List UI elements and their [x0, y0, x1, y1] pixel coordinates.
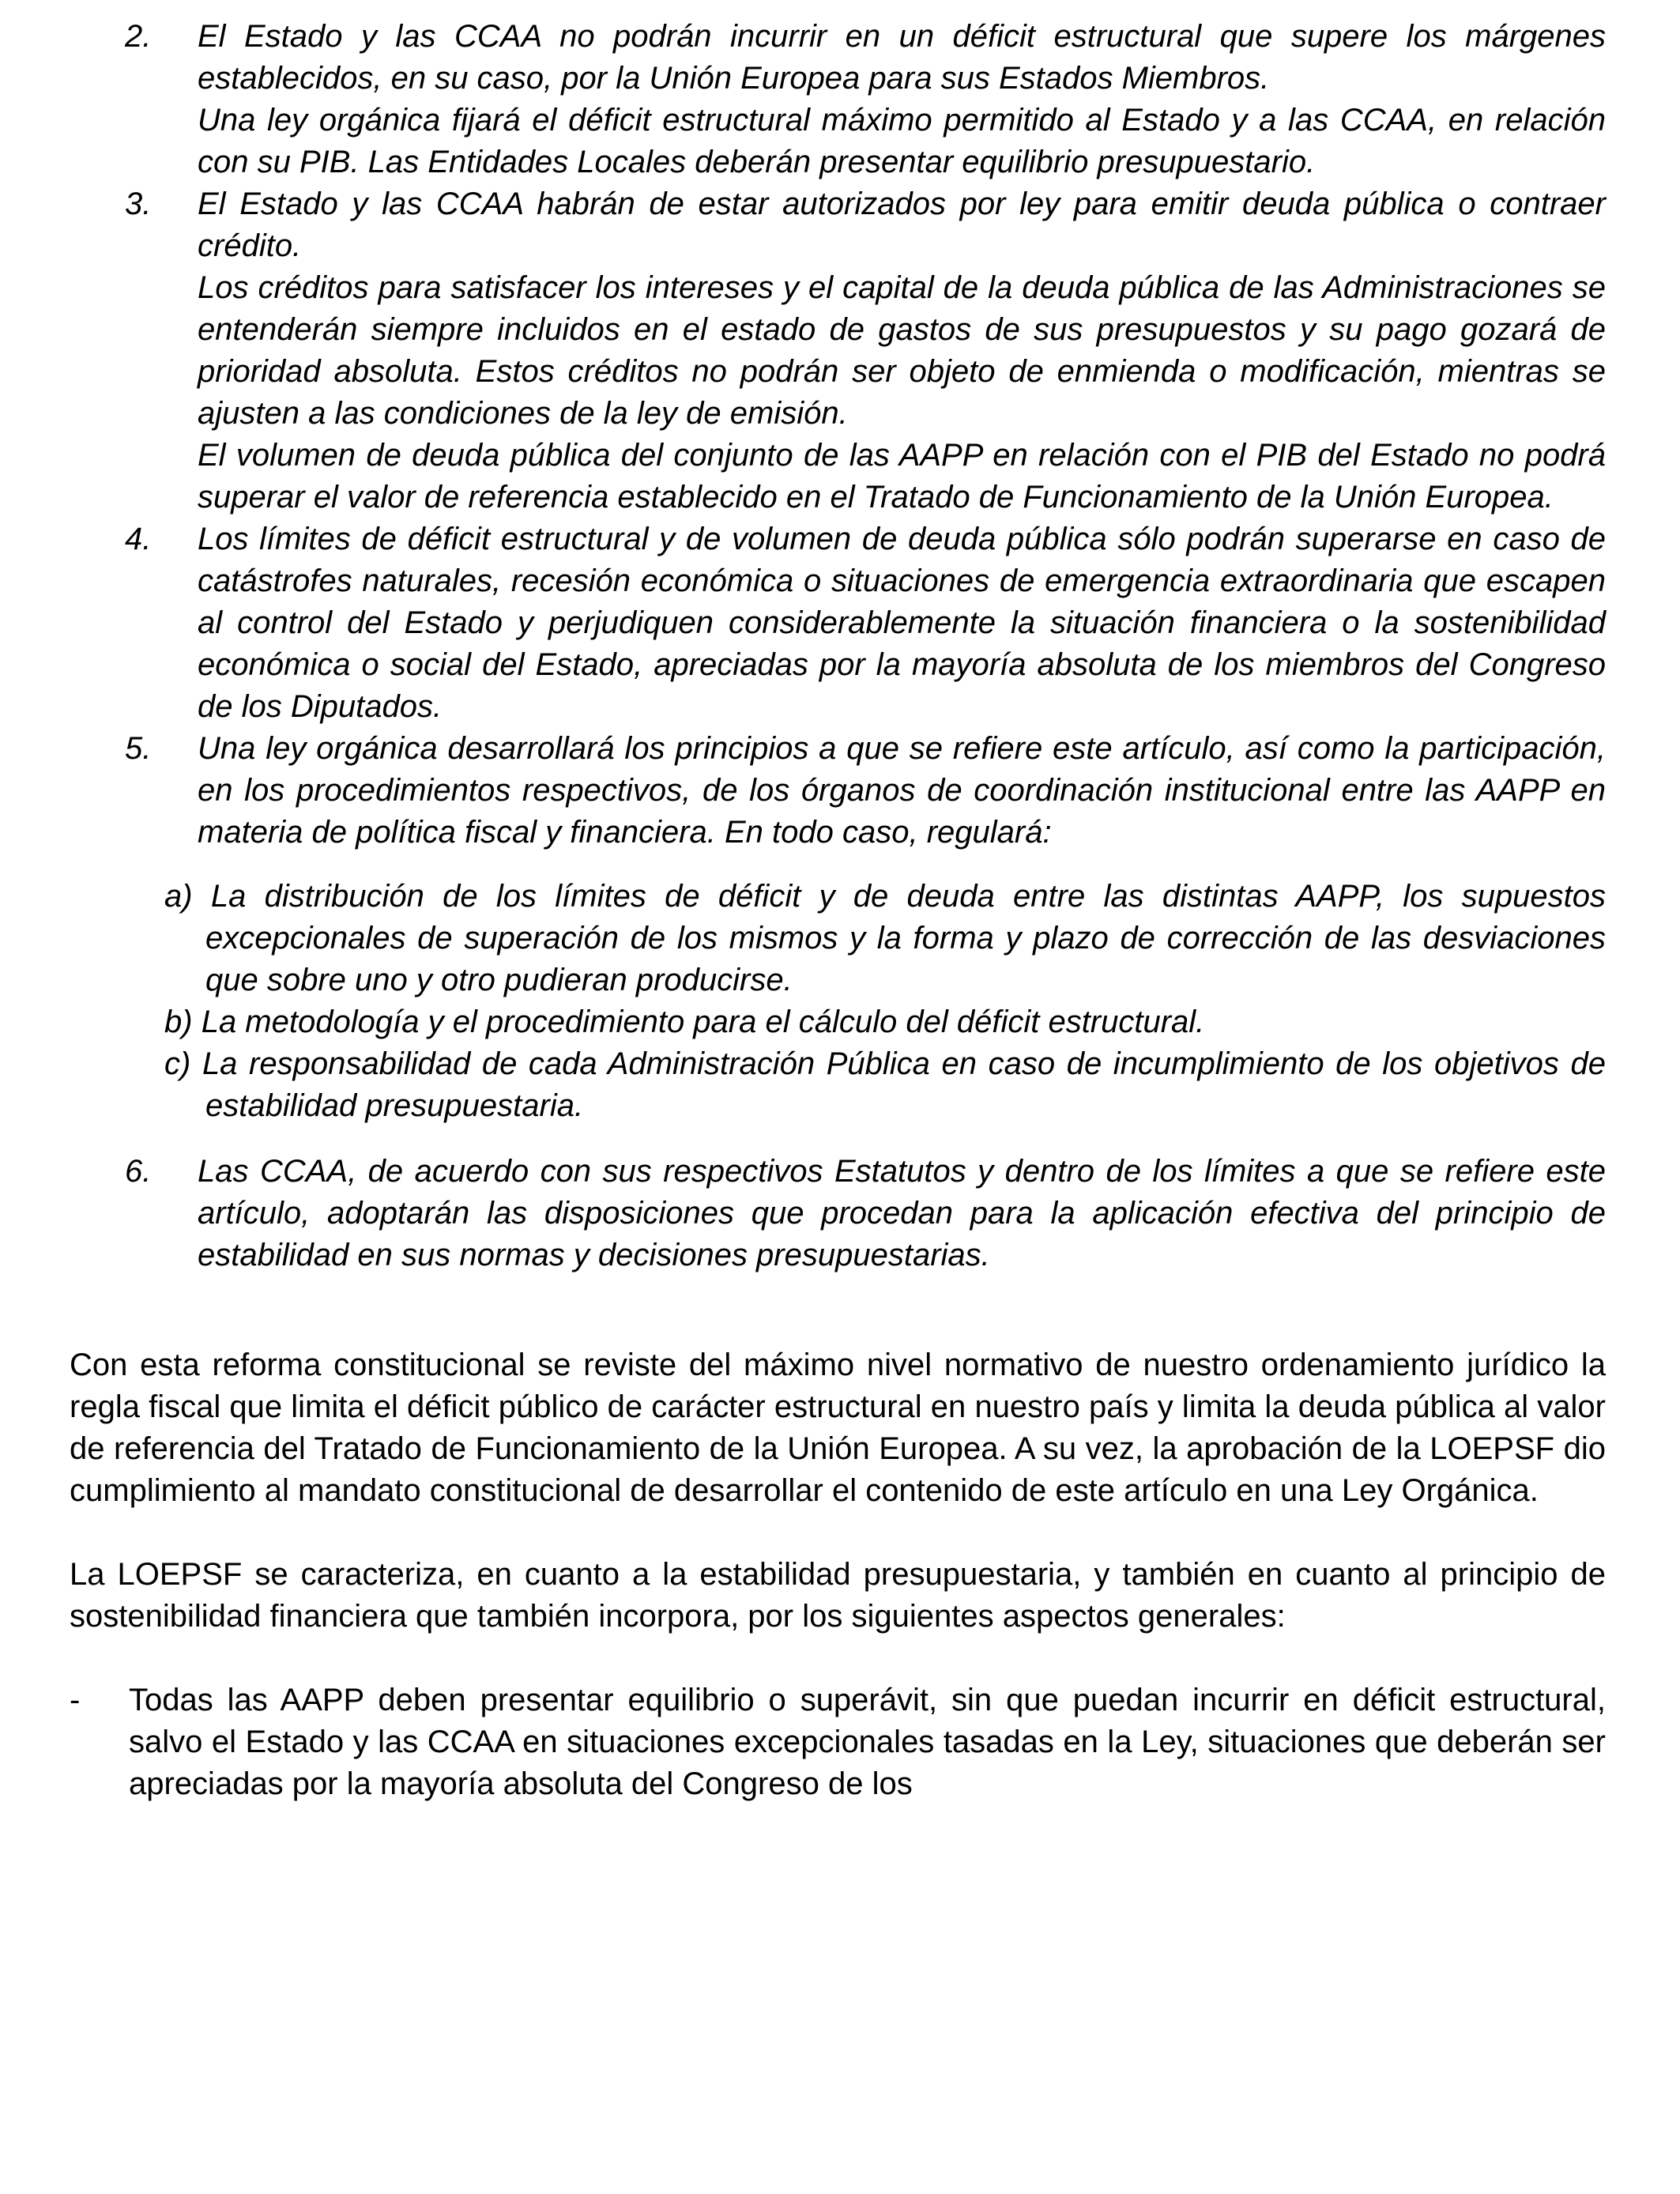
bullet-text: Todas las AAPP deben presentar equilibrio o superávit, sin que puedan incurrir en déficit estructural, salvo el Estado y las CCAA en situaciones excepcionales tasadas en la Ley, situaciones que deberán ser apreciadas por la mayoría absoluta del Congreso de los	[129, 1683, 1606, 1801]
body-paragraph-reform: Con esta reforma constitucional se reviste del máximo nivel normativo de nuestro ordenamiento jurídico la regla fiscal que limita el déficit público de carácter estructural en nuestro país y limita la deuda pública al valor de referencia del Tratado de Funcionamiento de la Unión Europea. A su vez, la aprobación de la LOEPSF dio cumplimiento al mandato constitucional de desarrollar el contenido de este artículo en una Ley Orgánica.	[70, 1348, 1606, 1508]
numbered-item-5	[125, 728, 1606, 854]
item-paragraph: Las CCAA, de acuerdo con sus respectivos Estatutos y dentro de los límites a que se refiere este artículo, adoptarán las disposiciones que procedan para la aplicación efectiva del principio de estabilidad en sus normas y decisiones presupuestarias.	[198, 1154, 1606, 1272]
lettered-item-c	[164, 1043, 1606, 1127]
item-paragraph: Los límites de déficit estructural y de volumen de deuda pública sólo podrán superarse en caso de catástrofes naturales, recesión económica o situaciones de emergencia extraordinaria que escapen al control del Estado y perjudiquen considerablemente la situación financiera o la sostenibilidad económica o social del Estado, apreciadas por la mayoría absoluta de los miembros del Congreso de los Diputados.	[198, 522, 1606, 724]
lettered-item-b	[164, 1001, 1606, 1043]
bullet-item	[70, 1679, 1606, 1805]
item-number: 6.	[125, 1154, 152, 1189]
item-text: La responsabilidad de cada Administración Pública en caso de incumplimiento de los objetivos de estabilidad presupuestaria.	[202, 1046, 1606, 1123]
item-number: 5.	[125, 731, 152, 766]
numbered-item-6	[125, 1151, 1606, 1276]
item-paragraph: Una ley orgánica desarrollará los principios a que se refiere este artículo, así como la participación, en los procedimientos respectivos, de los órganos de coordinación institucional entre las AAPP en materia de política fiscal y financiera. En todo caso, regulará:	[198, 731, 1606, 850]
lettered-item-a	[164, 876, 1606, 1001]
item-number: 4.	[125, 522, 152, 556]
item-number: 2.	[125, 19, 152, 54]
item-paragraph: Una ley orgánica fijará el déficit estructural máximo permitido al Estado y a las CCAA, en relación con su PIB. Las Entidades Locales deberán presentar equilibrio presupuestario.	[198, 103, 1606, 179]
item-number: 3.	[125, 187, 152, 221]
numbered-item-3	[125, 183, 1606, 518]
item-paragraph: El Estado y las CCAA habrán de estar autorizados por ley para emitir deuda pública o contraer crédito.	[198, 187, 1606, 263]
body-paragraph-loepsf: La LOEPSF se caracteriza, en cuanto a la estabilidad presupuestaria, y también en cuanto al principio de sostenibilidad financiera que también incorpora, por los siguientes aspectos generales:	[70, 1557, 1606, 1634]
bullet-dash: -	[70, 1683, 81, 1717]
document-body	[70, 16, 1606, 1805]
numbered-item-4	[125, 518, 1606, 728]
item-text: La metodología y el procedimiento para el cálculo del déficit estructural.	[201, 1005, 1205, 1039]
item-letter: b)	[164, 1005, 193, 1039]
lettered-list	[164, 876, 1606, 1127]
item-letter: a)	[164, 879, 193, 914]
item-paragraph: El Estado y las CCAA no podrán incurrir en un déficit estructural que supere los márgenes establecidos, en su caso, por la Unión Europea para sus Estados Miembros.	[198, 19, 1606, 96]
item-paragraph: El volumen de deuda pública del conjunto de las AAPP en relación con el PIB del Estado no podrá superar el valor de referencia establecido en el Tratado de Funcionamiento de la Unión Europea.	[198, 438, 1606, 515]
item-text: La distribución de los límites de déficit y de deuda entre las distintas AAPP, los supuestos excepcionales de superación de los mismos y la forma y plazo de corrección de las desviaciones que sobre uno y otro pudieran producirse.	[205, 879, 1606, 997]
numbered-item-2	[125, 16, 1606, 183]
item-letter: c)	[164, 1046, 191, 1081]
item-paragraph: Los créditos para satisfacer los intereses y el capital de la deuda pública de las Administraciones se entenderán siempre incluidos en el estado de gastos de sus presupuestos y su pago gozará de prioridad absoluta. Estos créditos no podrán ser objeto de enmienda o modificación, mientras se ajusten a las condiciones de la ley de emisión.	[198, 270, 1606, 431]
